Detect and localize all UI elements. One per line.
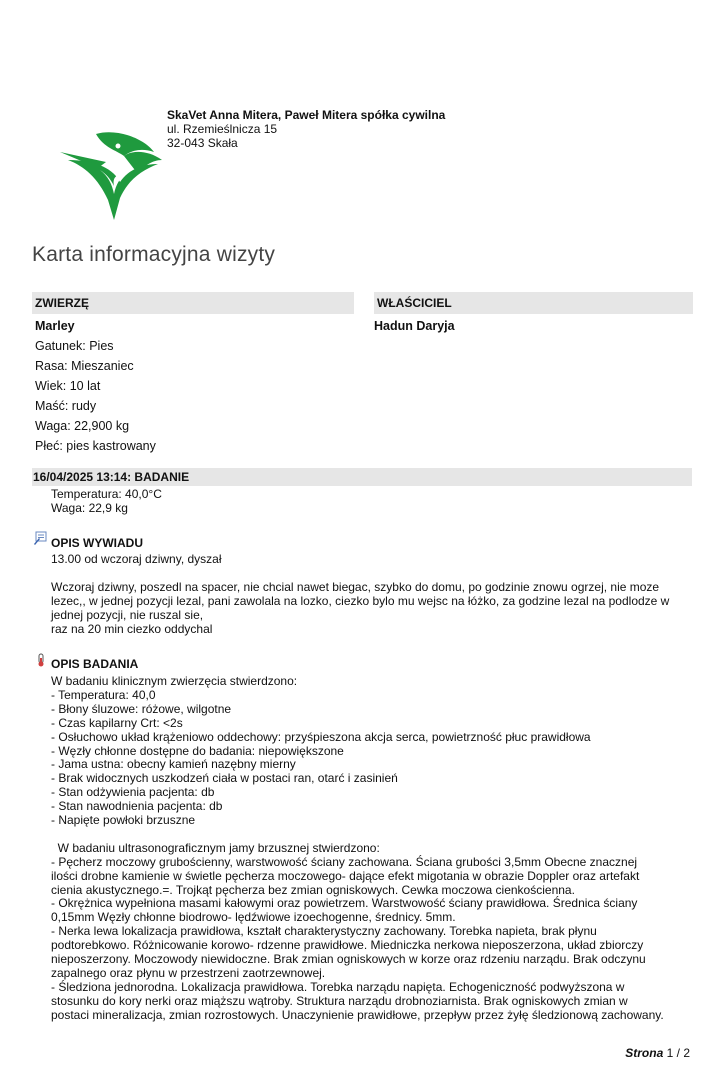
- interview-header: OPIS WYWIADU: [51, 536, 143, 550]
- animal-name: Marley: [35, 319, 75, 333]
- clinic-name: SkaVet Anna Mitera, Paweł Mitera spółka cywilna: [167, 108, 446, 122]
- footer-total: / 2: [676, 1046, 690, 1060]
- exam-line: - Błony śluzowe: różowe, wilgotne: [51, 701, 232, 716]
- interview-line: jednej pozycji, nie ruszal sie,: [51, 607, 204, 622]
- interview-line: [51, 567, 711, 581]
- clinic-info: [167, 108, 445, 150]
- interview-body: [51, 553, 711, 636]
- clinic-city: 32-043 Skała: [167, 136, 238, 150]
- exam-line: - Węzły chłonne dostępne do badania: niepowiększone: [51, 743, 344, 758]
- exam-line: nieposzerzony. Moczowody niewidoczne. Brak zmian ogniskowych w korze oraz rdzeniu narządu. Brak odczynu: [51, 952, 646, 967]
- exam-line: - Napięte powłoki brzuszne: [51, 813, 196, 828]
- exam-line: - Stan nawodnienia pacjenta: db: [51, 799, 223, 814]
- exam-line: zapalnego oraz płynu w przestrzeni zaotrzewnowej.: [51, 966, 326, 981]
- exam-line: podtorebkowo. Różnicowanie korowo- rdzenne prawidłowe. Miedniczka nerkowa nieposzerzona, układ zbiorczy: [51, 938, 644, 953]
- animal-weight: Waga: 22,900 kg: [35, 419, 130, 433]
- exam-line: - Jama ustna: obecny kamień nazębny mierny: [51, 757, 296, 772]
- exam-line: W badaniu klinicznym zwierzęcia stwierdzono:: [51, 674, 298, 688]
- visit-header-text: 16/04/2025 13:14: BADANIE: [33, 470, 190, 484]
- exam-header: OPIS BADANIA: [51, 657, 139, 671]
- exam-line: 0,15mm Węzły chłonne biodrowo- lędźwiowe izoechogenne, średnicy. 5mm.: [51, 910, 456, 925]
- clinic-logo: [58, 130, 170, 222]
- interview-line: lezec,, w jednej pozycji lezal, pani zawolala na lozko, ciezko bylo mu wejsc na łóżko, za godzine lezal na podlodze w: [51, 593, 670, 608]
- exam-line: postaci mineralizacja, zmian rozrostowych. Unaczynienie prawidłowe, przepływ przez żyłę śledzionową zachowany.: [51, 1007, 664, 1022]
- animal-header: ZWIERZĘ: [32, 292, 354, 314]
- animal-sex: Płeć: pies kastrowany: [35, 439, 156, 453]
- owner-name: Hadun Daryja: [374, 319, 455, 333]
- exam-line: - Nerka lewa lokalizacja prawidłowa, kształt charakterystyczny zachowany. Torebka napieta, brak płynu: [51, 924, 597, 939]
- exam-line: - Okrężnica wypełniona masami kałowymi oraz powietrzem. Warstwowość ściany prawidłowa. Średnica ściany: [51, 896, 638, 911]
- footer-label: Strona: [625, 1046, 664, 1060]
- footer-page: 1: [666, 1046, 674, 1060]
- exam-line: stosunku do kory nerki oraz miąższu wątroby. Struktura narządu drobnoziarnista. Brak ogniskowych zmian w: [51, 993, 628, 1008]
- thermometer-icon: [34, 653, 48, 672]
- visit-header: [32, 468, 692, 486]
- animal-color: Maść: rudy: [35, 399, 97, 413]
- exam-body: [51, 675, 711, 1023]
- exam-line: - Temperatura: 40,0: [51, 687, 156, 702]
- clinic-street: ul. Rzemieślnicza 15: [167, 122, 278, 136]
- interview-line: raz na 20 min ciezko oddychal: [51, 621, 213, 636]
- exam-line: - Śledziona jednorodna. Lokalizacja prawidłowa. Torebka narządu napięta. Echogeniczność podwyższona w: [51, 979, 625, 994]
- exam-line: ilości drobne kamienie w świetle pęcherza moczowego- dające efekt migotania w obrazie Doppler oraz artefakt: [51, 868, 640, 883]
- exam-line: - Brak widocznych uszkodzeń ciała w postaci ran, otarć i zasinień: [51, 771, 398, 786]
- exam-line: - Stan odżywienia pacjenta: db: [51, 785, 215, 800]
- exam-line: - Pęcherz moczowy grubościenny, warstwowość ściany zachowana. Ściana grubości 3,5mm Obecne znacznej: [51, 854, 638, 869]
- exam-line: - Osłuchowo układ krążeniowo oddechowy: przyśpieszona akcja serca, powietrzność płuc prawidłowa: [51, 729, 591, 744]
- animal-age: Wiek: 10 lat: [35, 379, 101, 393]
- animal-species: Gatunek: Pies: [35, 339, 114, 353]
- visit-weight: Waga: 22,9 kg: [51, 501, 128, 515]
- exam-line: - Czas kapilarny Crt: <2s: [51, 715, 183, 730]
- page-title: Karta informacyjna wizyty: [32, 243, 276, 266]
- exam-line: W badaniu ultrasonograficznym jamy brzusznej stwierdzono:: [51, 840, 380, 855]
- exam-line: cienia akustycznego.=. Trojkąt pęcherza bez zmian ogniskowych. Cewka moczowa cienkościenna.: [51, 882, 575, 897]
- page-footer: [625, 1046, 690, 1060]
- interview-icon: [33, 531, 47, 550]
- animal-breed: Rasa: Mieszaniec: [35, 359, 134, 373]
- interview-line: Wczoraj dziwny, poszedl na spacer, nie chcial nawet biegac, szybko do domu, po godzinie znowu ogrzej, nie moze: [51, 579, 660, 594]
- interview-line: 13.00 od wczoraj dziwny, dyszał: [51, 552, 222, 566]
- exam-line: [51, 828, 711, 842]
- owner-header: WŁAŚCICIEL: [374, 292, 693, 314]
- visit-temperature: Temperatura: 40,0°C: [51, 487, 162, 501]
